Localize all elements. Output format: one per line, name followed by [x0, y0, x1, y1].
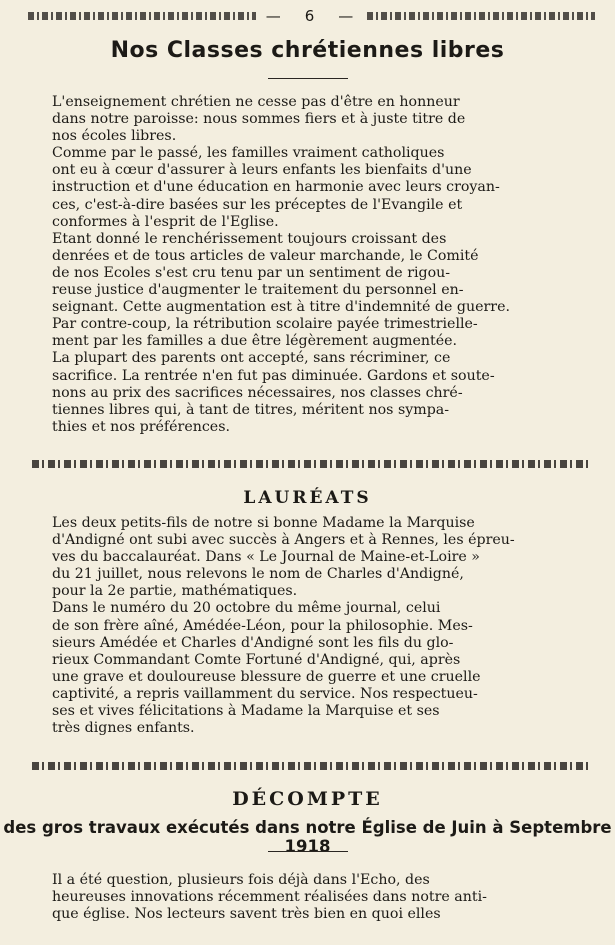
article-title: Nos Classes chrétiennes libres — [110, 38, 505, 63]
text-line: d'Andigné ont subi avec succès à Angers et à Rennes, les épreu- — [52, 532, 515, 549]
text-line: reuse justice d'augmenter le traitement du personnel en- — [52, 282, 464, 299]
text-line: seignant. Cette augmentation est à titre d'indemnité de guerre. — [52, 299, 510, 316]
text-line: instruction et d'une éducation en harmonie avec leurs croyan- — [52, 179, 500, 196]
text-line: sieurs Amédée et Charles d'Andigné sont les fils du glo- — [52, 634, 454, 651]
text-line: que église. Nos lecteurs savent très bien en quoi elles — [52, 906, 441, 923]
text-line: de son frère aîné, Amédée-Léon, pour la philosophie. Mes- — [52, 617, 473, 634]
text-line: La plupart des parents ont accepté, sans récriminer, ce — [52, 350, 451, 367]
ornament-right — [367, 12, 595, 20]
text-line: très dignes enfants. — [52, 720, 195, 737]
page-header — [28, 6, 595, 26]
text-line: une grave et douloureuse blessure de guerre et une cruelle — [52, 668, 481, 685]
page-number-dash-left: — — [265, 7, 285, 25]
text-line: ves du baccalauréat. Dans « Le Journal de Maine-et-Loire » — [52, 549, 480, 566]
section-subtitle: des gros travaux exécutés dans notre Église de Juin à Septembre 1918 — [3, 818, 612, 856]
text-line: denrées et de tous articles de valeur marchande, le Comité — [52, 247, 479, 264]
text-line: Il a été question, plusieurs fois déjà dans l'Echo, des — [52, 872, 430, 888]
text-line: Par contre-coup, la rétribution scolaire payée trimestrielle- — [52, 316, 478, 333]
ornament-left — [28, 12, 256, 20]
text-line: Dans le numéro du 20 octobre du même journal, celui — [52, 600, 441, 617]
text-line: Les deux petits-fils de notre si bonne Madame la Marquise — [52, 515, 475, 531]
text-line: de nos Ecoles s'est cru tenu par un sentiment de rigou- — [52, 264, 451, 281]
text-line: pour la 2e partie, mathématiques. — [52, 583, 298, 600]
article-body — [52, 94, 594, 436]
text-line: ont eu à cœur d'assurer à leurs enfants les bienfaits d'une — [52, 162, 472, 179]
section-title: LAURÉATS — [243, 488, 372, 508]
text-line: sacrifice. La rentrée n'en fut pas diminuée. Gardons et soute- — [52, 367, 495, 384]
text-line: ses et vives félicitations à Madame la Marquise et ses — [52, 703, 440, 720]
text-line: ces, c'est-à-dire basées sur les préceptes de l'Evangile et — [52, 196, 463, 213]
subtitle-underline — [268, 851, 348, 852]
text-line: L'enseignement chrétien ne cesse pas d'être en honneur — [52, 94, 460, 110]
text-line: du 21 juillet, nous relevons le nom de Charles d'Andigné, — [52, 566, 464, 583]
page-number-dash-right: — — [338, 7, 358, 25]
section-title: DÉCOMPTE — [232, 788, 383, 810]
text-line: Etant donné le renchérissement toujours croissant des — [52, 230, 447, 247]
page-number: 6 — [304, 7, 319, 25]
text-line: heureuses innovations récemment réalisées dans notre anti- — [52, 889, 487, 906]
text-line: nons au prix des sacrifices nécessaires, nos classes chré- — [52, 384, 463, 401]
text-line: conformes à l'esprit de l'Eglise. — [52, 213, 279, 230]
text-line: ment par les familles a due être légèrement augmentée. — [52, 333, 458, 350]
section-body — [52, 872, 594, 923]
text-line: tiennes libres qui, à tant de titres, méritent nos sympa- — [52, 401, 450, 418]
section-divider — [32, 762, 592, 770]
text-line: thies et nos préférences. — [52, 418, 230, 435]
section-divider — [32, 460, 592, 468]
section-body — [52, 515, 594, 737]
text-line: rieux Commandant Comte Fortuné d'Andigné, qui, après — [52, 651, 461, 668]
text-line: captivité, a repris vaillamment du service. Nos respectueu- — [52, 685, 478, 702]
title-underline — [268, 78, 348, 79]
text-line: nos écoles libres. — [52, 128, 177, 145]
text-line: Comme par le passé, les familles vraiment catholiques — [52, 145, 445, 162]
text-line: dans notre paroisse: nous sommes fiers et à juste titre de — [52, 111, 466, 128]
